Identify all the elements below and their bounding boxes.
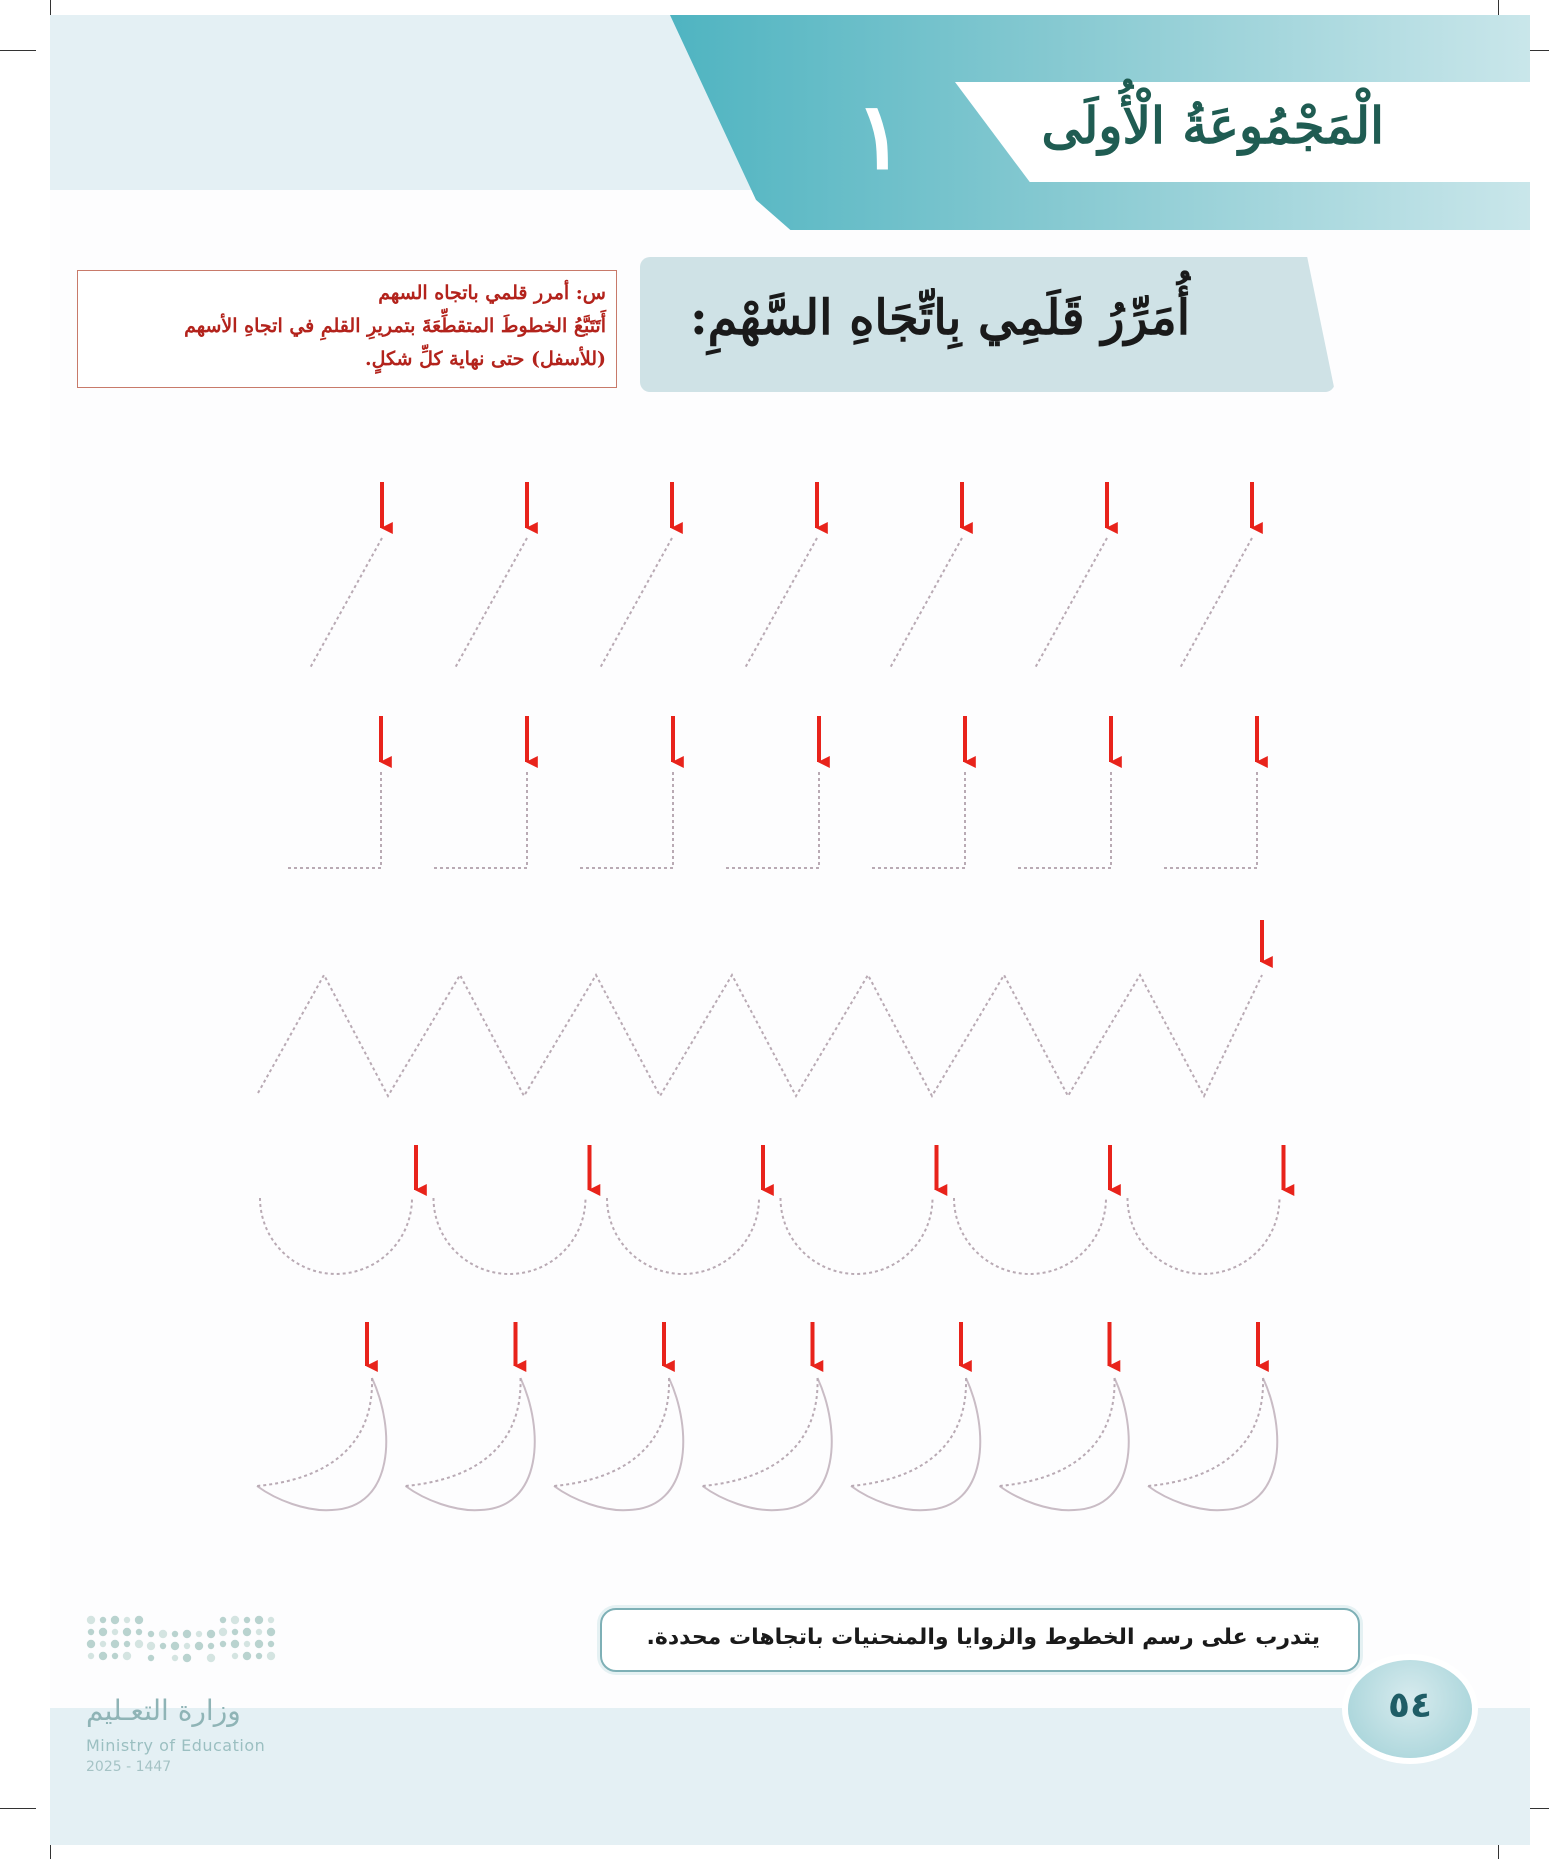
logo-dot <box>255 1616 263 1624</box>
logo-dot <box>231 1640 239 1648</box>
ministry-name-arabic: وزارة التعـليم <box>86 1694 241 1727</box>
logo-dot <box>87 1640 95 1648</box>
diagonal-line <box>600 538 672 668</box>
logo-dot <box>207 1654 215 1662</box>
logo-dot <box>100 1641 106 1647</box>
crescent-inner <box>851 1378 966 1486</box>
diagonal-line <box>745 538 817 668</box>
l-shape <box>1015 772 1111 868</box>
ministry-logo-icon <box>86 1612 276 1682</box>
logo-dot <box>111 1640 119 1648</box>
zigzag <box>258 975 1262 1096</box>
logo-dot <box>268 1617 274 1623</box>
l-shape <box>577 772 673 868</box>
l-shape <box>723 772 819 868</box>
l-shape <box>431 772 527 868</box>
objective-text: يتدرب على رسم الخطوط والزوايا والمنحنيات باتجاهات محددة. <box>646 1625 1320 1650</box>
diagonal-line <box>1180 538 1252 668</box>
logo-dot <box>207 1630 215 1638</box>
logo-dot <box>267 1628 275 1636</box>
logo-dot <box>124 1641 130 1647</box>
logo-dot <box>172 1655 178 1661</box>
logo-dot <box>183 1630 191 1638</box>
semicircle-cup <box>954 1198 1106 1274</box>
logo-dot <box>243 1628 251 1636</box>
page-number: ٥٤ <box>1388 1685 1432 1726</box>
logo-dot <box>256 1629 262 1635</box>
semicircle-cup <box>781 1198 933 1274</box>
diagonal-line <box>890 538 962 668</box>
crescent-inner <box>554 1378 669 1486</box>
objective-box <box>600 1608 1360 1672</box>
logo-dot <box>100 1617 106 1623</box>
crescent-outer <box>703 1378 832 1510</box>
diagonal-line <box>1035 538 1107 668</box>
crescent-outer <box>406 1378 535 1510</box>
l-shape <box>285 772 381 868</box>
logo-dot <box>220 1617 226 1623</box>
logo-dot <box>220 1641 226 1647</box>
logo-dot <box>159 1630 167 1638</box>
logo-dot <box>244 1641 250 1647</box>
logo-dot <box>196 1631 202 1637</box>
semicircle-cup <box>260 1198 412 1274</box>
logo-dot <box>124 1617 130 1623</box>
logo-dot <box>255 1640 263 1648</box>
logo-dot <box>123 1628 131 1636</box>
crescent-outer <box>851 1378 980 1510</box>
logo-dot <box>184 1643 190 1649</box>
logo-dot <box>183 1654 191 1662</box>
crescent-outer <box>1148 1378 1277 1510</box>
logo-dot <box>136 1629 142 1635</box>
logo-dot <box>256 1653 262 1659</box>
crescent-inner <box>257 1378 372 1486</box>
group-number: ١ <box>855 82 905 190</box>
ministry-name-english: Ministry of Education <box>86 1736 266 1755</box>
logo-dot <box>171 1642 179 1650</box>
footer-band <box>50 1708 1530 1845</box>
logo-dot <box>267 1652 275 1660</box>
logo-dot <box>172 1631 178 1637</box>
logo-dot <box>135 1616 143 1624</box>
logo-dot <box>219 1628 227 1636</box>
activity-title: أُمَرِّرُ قَلَمِي بِاتِّجَاهِ السَّهْمِ: <box>689 290 1191 346</box>
logo-dot <box>112 1653 118 1659</box>
logo-dot <box>208 1643 214 1649</box>
logo-dot <box>268 1641 274 1647</box>
diagonal-line <box>310 538 382 668</box>
crescent-outer <box>554 1378 683 1510</box>
crop-mark <box>0 1808 36 1809</box>
semicircle-cup <box>607 1198 759 1274</box>
logo-dot <box>160 1643 166 1649</box>
logo-dot <box>148 1655 154 1661</box>
logo-dot <box>148 1631 154 1637</box>
logo-dot <box>232 1653 238 1659</box>
logo-dot <box>99 1628 107 1636</box>
crescent-inner <box>703 1378 818 1486</box>
logo-dot <box>88 1629 94 1635</box>
logo-dot <box>232 1629 238 1635</box>
logo-dot <box>99 1652 107 1660</box>
logo-dot <box>123 1652 131 1660</box>
question-line: (للأسفل) حتى نهاية كلِّ شكلٍ. <box>365 348 606 370</box>
semicircle-cup <box>434 1198 586 1274</box>
crescent-outer <box>257 1378 386 1510</box>
diagonal-line <box>455 538 527 668</box>
l-shape <box>869 772 965 868</box>
logo-dot <box>87 1616 95 1624</box>
group-title: الْمَجْمُوعَةُ الْأُولَى <box>1041 96 1384 155</box>
question-line: أَتَتَبَّعُ الخطوطَ المتقطِّعَةَ بتمريرِ القلمِ في اتجاهِ الأسهم <box>184 315 606 337</box>
question-line: س: أمرر قلمي باتجاه السهم <box>378 282 606 304</box>
crescent-inner <box>1148 1378 1263 1486</box>
logo-dot <box>243 1652 251 1660</box>
academic-year: 2025 - 1447 <box>86 1759 172 1775</box>
crescent-inner <box>406 1378 521 1486</box>
semicircle-cup <box>1128 1198 1280 1274</box>
crescent-outer <box>1000 1378 1129 1510</box>
crescent-inner <box>1000 1378 1115 1486</box>
logo-dot <box>231 1616 239 1624</box>
logo-dot <box>88 1653 94 1659</box>
l-shape <box>1161 772 1257 868</box>
logo-dot <box>195 1642 203 1650</box>
logo-dot <box>112 1629 118 1635</box>
logo-dot <box>111 1616 119 1624</box>
logo-dot <box>244 1617 250 1623</box>
logo-dot <box>135 1640 143 1648</box>
logo-dot <box>147 1642 155 1650</box>
